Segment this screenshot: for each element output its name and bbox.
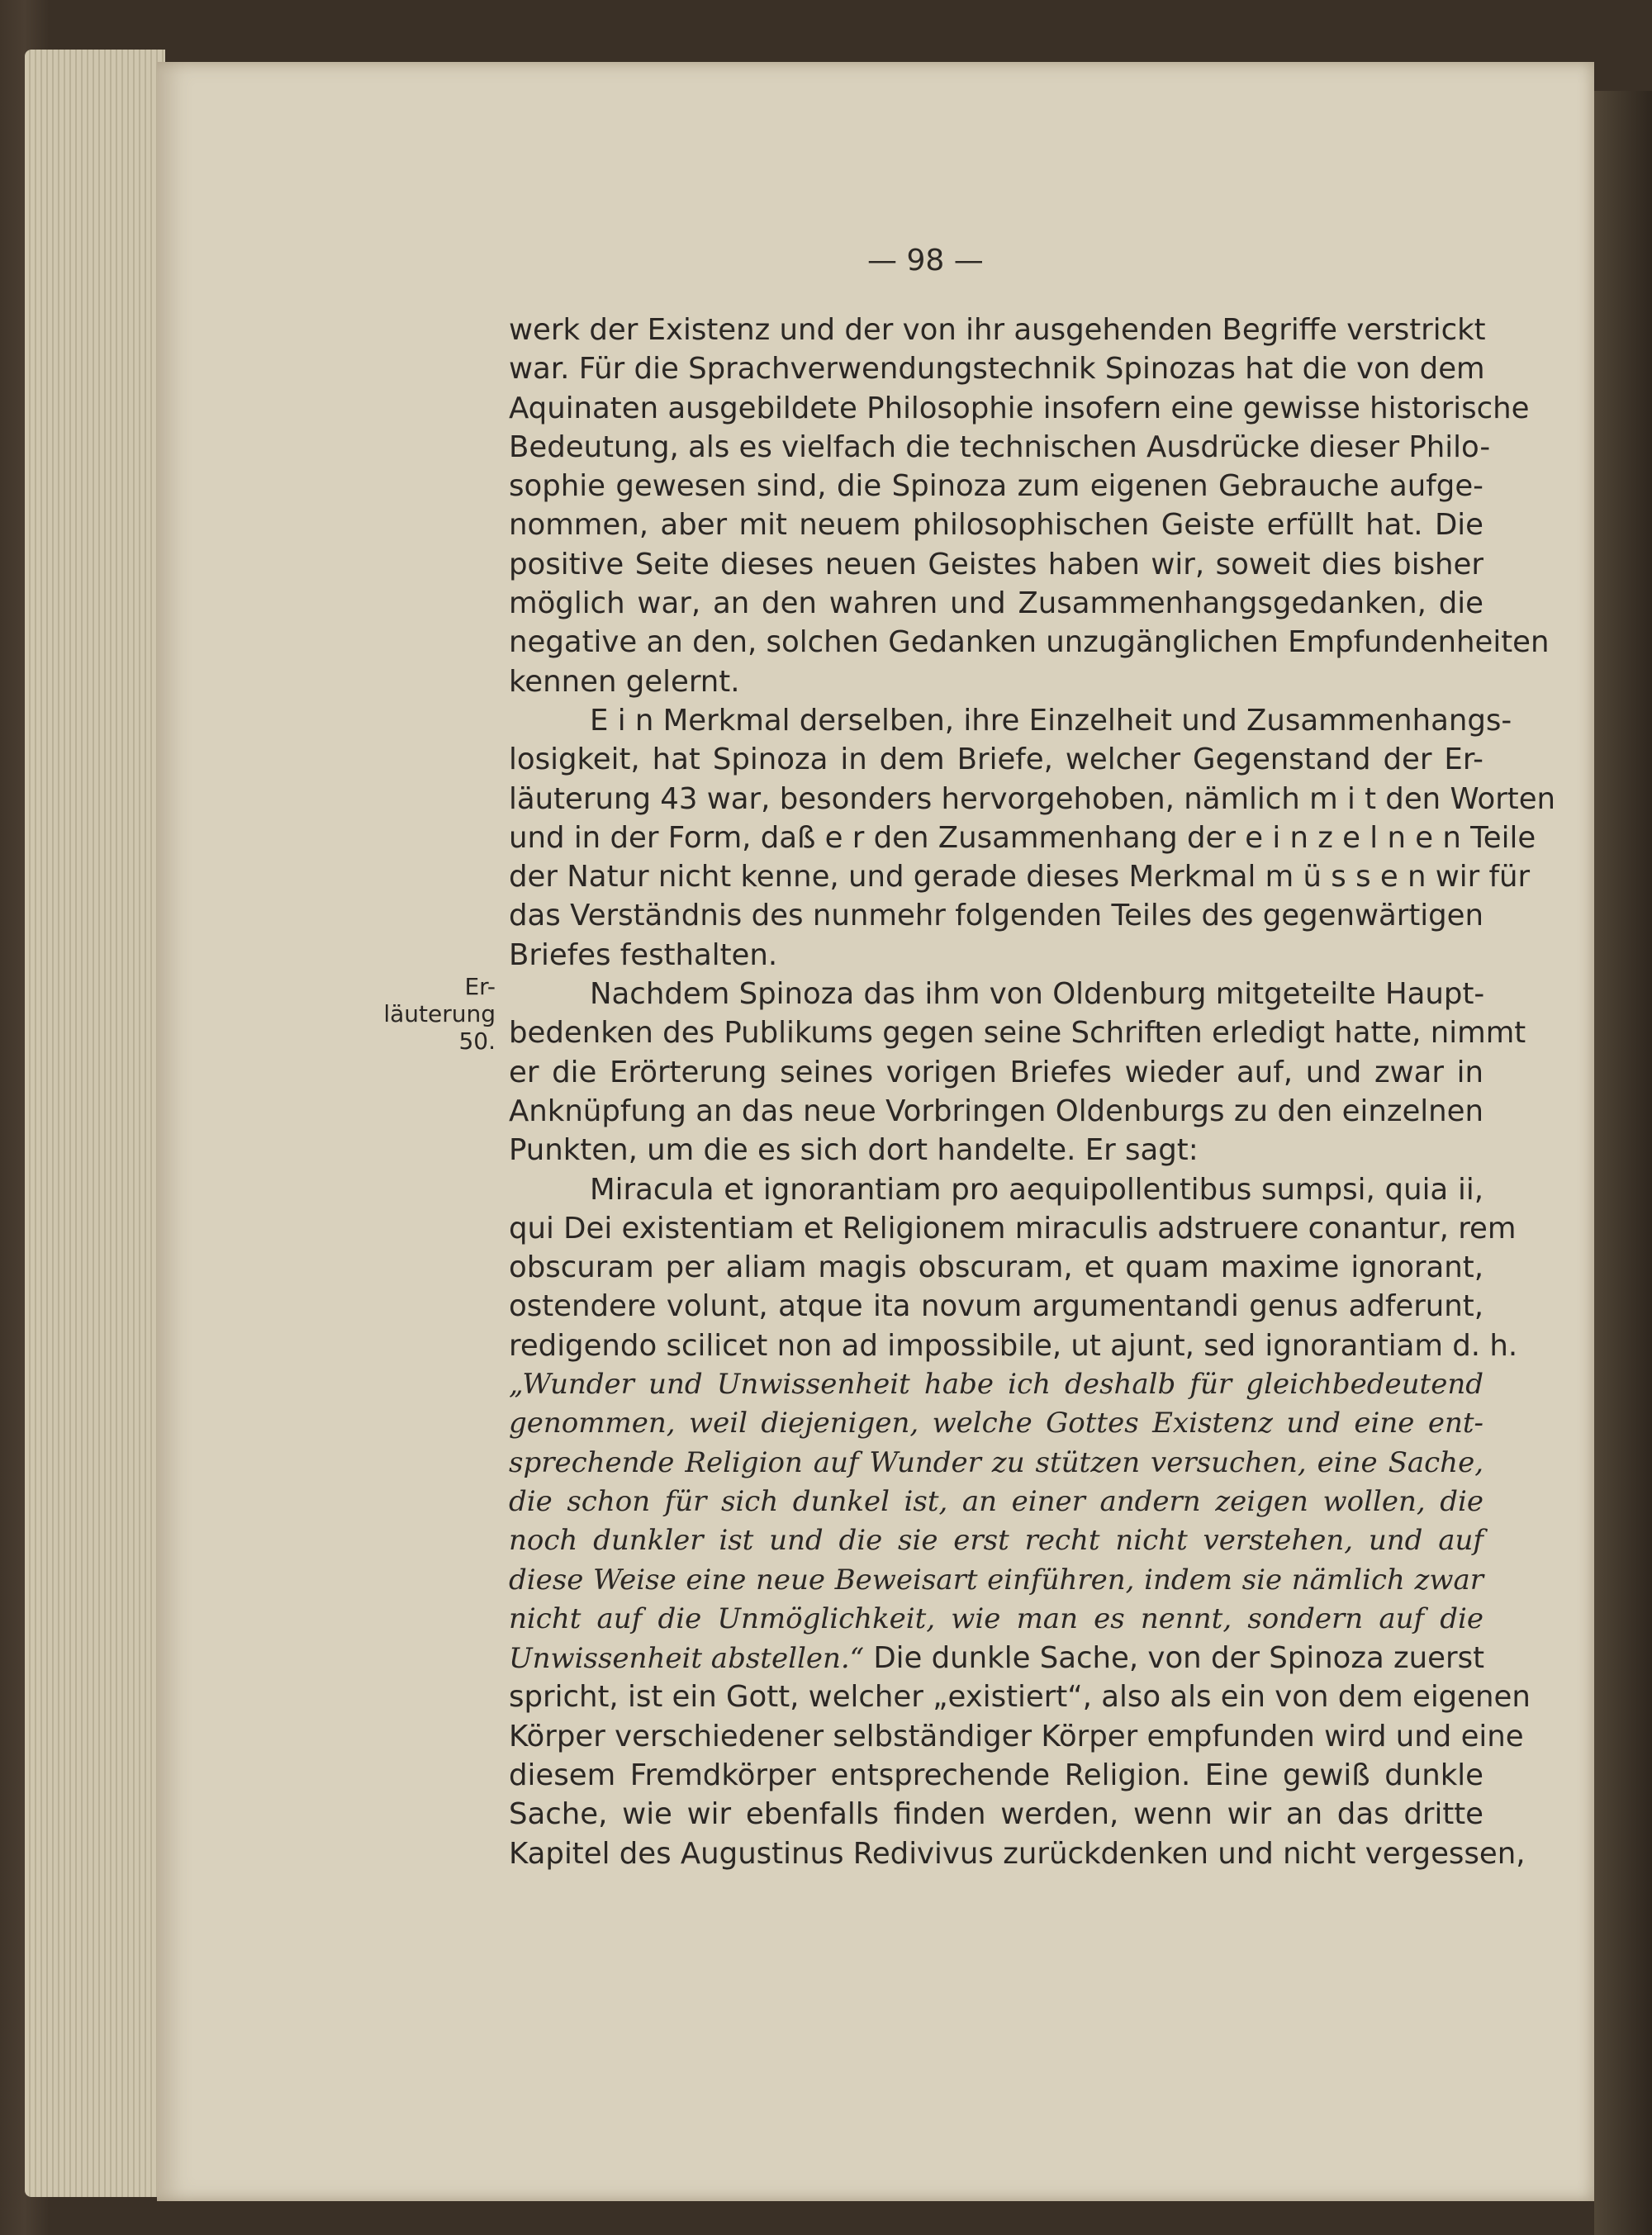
text-line: das Verständnis des nunmehr folgenden Teiles des gegenwärtigen bbox=[509, 899, 1483, 933]
translation-line: sprechende Religion auf Wunder zu stützen versuchen, eine Sache, bbox=[509, 1445, 1483, 1479]
text-segment: Die dunkle Sache, von der Spinoza zuerst bbox=[864, 1641, 1485, 1676]
text-line: werk der Existenz und der von ihr ausgehenden Begriffe verstrickt bbox=[509, 313, 1486, 347]
paragraph-first-line: E i n Merkmal derselben, ihre Einzelheit und Zusammenhangs- bbox=[590, 703, 1512, 738]
text-line: positive Seite dieses neuen Geistes haben wir, soweit dies bisher bbox=[509, 547, 1483, 581]
text-line: war. Für die Sprachverwendungstechnik Spinozas hat die von dem bbox=[509, 352, 1485, 387]
text-line: und in der Form, daß e r den Zusammenhang der e i n z e l n e n Teile bbox=[509, 820, 1536, 855]
text-line: losigkeit, hat Spinoza in dem Briefe, welcher Gegenstand der Er- bbox=[509, 743, 1483, 777]
text-line: spricht, ist ein Gott, welcher „existiert“, also als ein von dem eigenen bbox=[509, 1680, 1531, 1715]
text-line: Kapitel des Augustinus Redivivus zurückdenken und nicht vergessen, bbox=[509, 1836, 1526, 1871]
text-line: bedenken des Publikums gegen seine Schriften erledigt hatte, nimmt bbox=[509, 1016, 1526, 1051]
translation-line: „Wunder und Unwissenheit habe ich deshalb für gleichbedeutend bbox=[509, 1368, 1483, 1402]
text-line: sophie gewesen sind, die Spinoza zum eigenen Gebrauche aufge- bbox=[509, 469, 1483, 504]
margin-note-line: Er- bbox=[464, 973, 496, 1000]
text-line: negative an den, solchen Gedanken unzugänglichen Empfundenheiten bbox=[509, 625, 1550, 660]
text-line: der Natur nicht kenne, und gerade dieses Merkmal m ü s s e n wir für bbox=[509, 860, 1531, 894]
margin-note bbox=[355, 973, 496, 1055]
text-line: Punkten, um die es sich dort handelte. Er sagt: bbox=[509, 1133, 1199, 1168]
quote-first-line: Miracula et ignorantiam pro aequipollentibus sumpsi, quia ii, bbox=[590, 1172, 1483, 1207]
translation-line: diese Weise eine neue Beweisart einführen, indem sie nämlich zwar bbox=[509, 1563, 1483, 1597]
translation-line: genommen, weil diejenigen, welche Gottes Existenz und eine ent- bbox=[509, 1407, 1483, 1440]
text-line: Anknüpfung an das neue Vorbringen Oldenburgs zu den einzelnen bbox=[509, 1094, 1483, 1128]
translation-end: Unwissenheit abstellen.“ bbox=[509, 1642, 865, 1676]
translation-line: die schon für sich dunkel ist, an einer andern zeigen wollen, die bbox=[509, 1484, 1483, 1518]
text-line: läuterung 43 war, besonders hervorgehoben, nämlich m i t den Worten bbox=[509, 781, 1556, 816]
text-line: er die Erörterung seines vorigen Briefes wieder auf, und zwar in bbox=[509, 1055, 1483, 1089]
text-line: kennen gelernt. bbox=[509, 664, 740, 699]
quote-line: redigendo scilicet non ad impossibile, ut ajunt, sed ignorantiam d. h. bbox=[509, 1328, 1518, 1363]
page-stack-edge bbox=[25, 50, 165, 2197]
text-line: Aquinaten ausgebildete Philosophie insofern eine gewisse historische bbox=[509, 391, 1530, 425]
book-cover-edge bbox=[1594, 91, 1652, 2235]
text-line: Sache, wie wir ebenfalls finden werden, wenn wir an das dritte bbox=[509, 1797, 1483, 1832]
translation-line: noch dunkler ist und die sie erst recht nicht verstehen, und auf bbox=[509, 1524, 1483, 1558]
body-text bbox=[509, 311, 1556, 1873]
page-number: — 98 — bbox=[867, 244, 984, 278]
text-line: diesem Fremdkörper entsprechende Religion. Eine gewiß dunkle bbox=[509, 1758, 1483, 1792]
translation-line: nicht auf die Unmöglichkeit, wie man es nennt, sondern auf die bbox=[509, 1602, 1483, 1635]
quote-line: ostendere volunt, atque ita novum argumentandi genus adferunt, bbox=[509, 1289, 1483, 1324]
text-line: nommen, aber mit neuem philosophischen Geiste erfüllt hat. Die bbox=[509, 508, 1483, 543]
quote-line: obscuram per aliam magis obscuram, et quam maxime ignorant, bbox=[509, 1250, 1483, 1285]
text-line: Bedeutung, als es vielfach die technischen Ausdrücke dieser Philo- bbox=[509, 429, 1491, 464]
margin-note-line: 50. bbox=[458, 1027, 496, 1055]
paragraph-first-line: Nachdem Spinoza das ihm von Oldenburg mitgeteilte Haupt- bbox=[590, 977, 1485, 1012]
mixed-line bbox=[509, 1639, 1483, 1677]
text-line: Körper verschiedener selbständiger Körper empfunden wird und eine bbox=[509, 1719, 1524, 1753]
quote-line: qui Dei existentiam et Religionem miraculis adstruere conantur, rem bbox=[509, 1211, 1517, 1246]
text-line: möglich war, an den wahren und Zusammenhangsgedanken, die bbox=[509, 586, 1483, 621]
text-line: Briefes festhalten. bbox=[509, 937, 778, 972]
margin-note-line: läuterung bbox=[383, 1000, 496, 1027]
